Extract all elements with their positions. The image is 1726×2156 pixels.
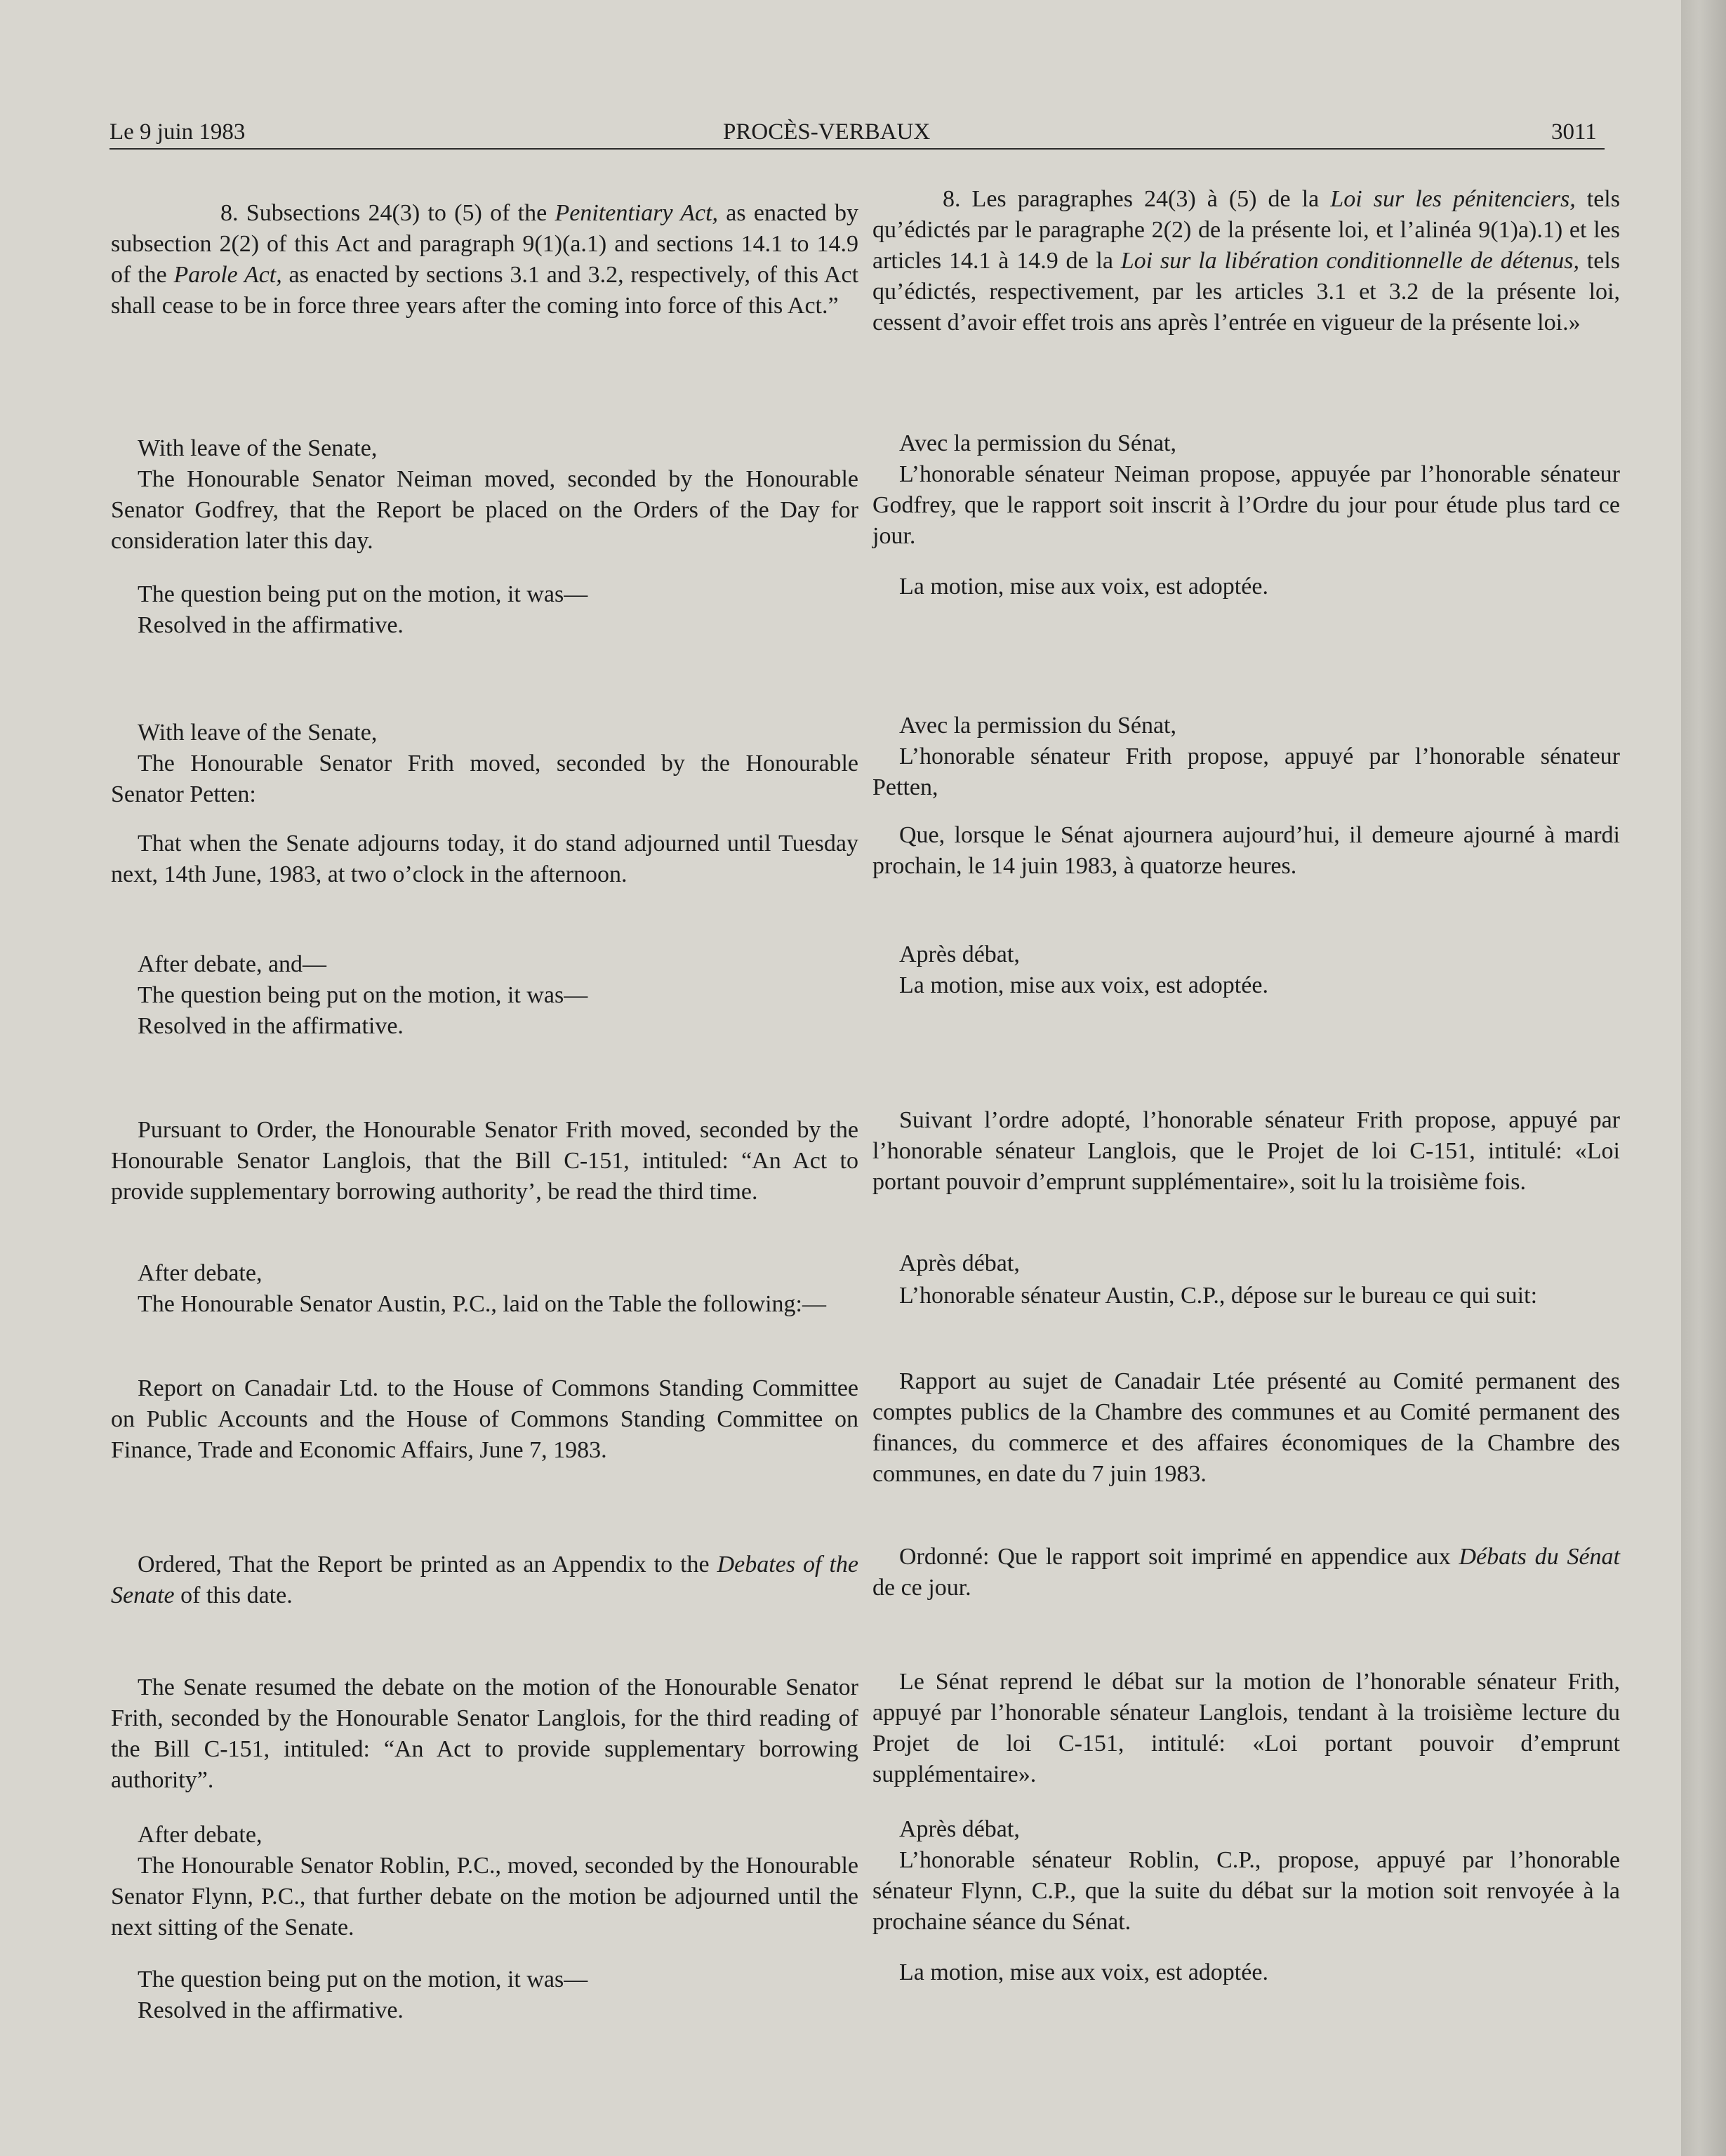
en-roblin	[111, 1820, 858, 1943]
fr-adopted-line: La motion, mise aux voix, est adoptée.	[899, 1959, 1268, 1985]
fr-resolution-1	[872, 571, 1620, 602]
fr-entry-frith	[872, 710, 1620, 803]
en-act-name: Penitentiary Act,	[555, 200, 719, 226]
en-text: Ordered, That the Report be printed as an Appendix to the	[138, 1552, 717, 1578]
fr-austin	[872, 1281, 1620, 1311]
en-entry-frith	[111, 717, 858, 810]
fr-leave-line: Avec la permission du Sénat,	[899, 430, 1177, 456]
en-report-canadair	[111, 1373, 858, 1466]
fr-austin-text: L’honorable sénateur Austin, C.P., dépose sur le bureau ce qui suit:	[899, 1283, 1538, 1309]
en-entry-resolution-2	[111, 949, 858, 1042]
fr-resumed-text: Le Sénat reprend le débat sur la motion de l’honorable sénateur Frith, appuyé par l’honorable sénateur Langlois, tendant à la troisième lecture du Projet de loi C-151, intitulé: «Loi portant pouvoir d’emprunt supplémentaire».	[872, 1669, 1620, 1787]
fr-act-name: Loi sur les pénitenciers,	[1330, 186, 1576, 212]
en-act-name: Parole Act,	[173, 262, 282, 288]
en-entry-neiman	[111, 433, 858, 557]
fr-resolution-2	[872, 939, 1620, 1001]
fr-adopted-line: La motion, mise aux voix, est adoptée.	[899, 972, 1268, 998]
en-after-debate-2	[111, 1258, 858, 1289]
en-entry-resolution-1	[111, 579, 858, 641]
en-text: as enacted by subsection 2(2) of this Act and paragraph 9(1)(a.1) and sections 14.1 to 14.9 of the	[111, 200, 858, 288]
en-resumed-debate	[111, 1672, 858, 1796]
en-section-8	[111, 198, 858, 322]
fr-neiman-motion: L’honorable sénateur Neiman propose, appuyée par l’honorable sénateur Godfrey, que le rapport soit inscrit à l’Ordre du jour pour étude plus tard ce jour.	[872, 461, 1620, 549]
fr-ordered	[872, 1542, 1620, 1603]
fr-adopted-line: La motion, mise aux voix, est adoptée.	[899, 574, 1268, 600]
en-section-8-text	[111, 198, 858, 322]
en-bill-c151	[111, 1115, 858, 1208]
fr-after-debate: Après débat,	[899, 1250, 1020, 1276]
en-roblin-motion: The Honourable Senator Roblin, P.C., moved, seconded by the Honourable Senator Flynn, P.C., that further debate on the motion be adjourned until the next sitting of the Senate.	[111, 1853, 858, 1940]
fr-bill-c151	[872, 1105, 1620, 1198]
page-edge	[1681, 0, 1726, 2156]
fr-roblin	[872, 1814, 1620, 1938]
en-ordered	[111, 1549, 858, 1611]
fr-report-text: Rapport au sujet de Canadair Ltée présenté au Comité permanent des comptes publics de la Chambre des communes et au Comité permanent des finances, du commerce et des affaires économiques de la Chambre des communes, en date du 7 juin 1983.	[872, 1368, 1620, 1487]
en-ordered-text	[111, 1549, 858, 1611]
fr-text: tels qu’édictés par le paragraphe 2(2) de la présente loi, et l’alinéa 9(1)a).1) et les articles 14.1 à 14.9 de la	[872, 186, 1620, 274]
en-entry-resolution-3	[111, 1964, 858, 2026]
en-text: of this date.	[174, 1582, 293, 1608]
fr-after-debate: Après débat,	[899, 941, 1020, 967]
fr-ordered-text	[872, 1542, 1620, 1603]
en-text: as enacted by sections 3.1 and 3.2, respectively, of this Act shall cease to be in force three years after the coming into force of this Act.”	[111, 262, 859, 319]
page-number: 3011	[1551, 119, 1597, 145]
header-title: PROCÈS-VERBAUX	[723, 119, 931, 145]
en-leave-line: With leave of the Senate,	[138, 435, 378, 461]
fr-leave-line: Avec la permission du Sénat,	[899, 713, 1177, 739]
en-adjournment-text: That when the Senate adjourns today, it do stand adjourned until Tuesday next, 14th June, 1983, at two o’clock in the afternoon.	[111, 831, 858, 887]
fr-text: tels qu’édictés, respectivement, par les articles 3.1 et 3.2 de la présente loi, cessent d’avoir effet trois ans après l’entrée en vigueur de la présente loi.»	[872, 248, 1620, 336]
fr-text: Ordonné: Que le rapport soit imprimé en appendice aux	[899, 1544, 1459, 1570]
en-frith-motion: The Honourable Senator Frith moved, seconded by the Honourable Senator Petten:	[111, 750, 858, 807]
en-resolved-line: Resolved in the affirmative.	[138, 1013, 404, 1039]
en-resumed-text: The Senate resumed the debate on the motion of the Honourable Senator Frith, seconded by the Honourable Senator Langlois, for the third reading of the Bill C-151, intituled: “An Act to provide supplementary borrowing authority”.	[111, 1674, 858, 1793]
en-question-line: The question being put on the motion, it was—	[138, 581, 588, 607]
fr-debates-title: Débats du Sénat	[1459, 1544, 1621, 1570]
fr-text: de ce jour.	[872, 1575, 971, 1601]
fr-bill-c151-text: Suivant l’ordre adopté, l’honorable sénateur Frith propose, appuyé par l’honorable sénateur Langlois, que le Projet de loi C-151, intitulé: «Loi portant pouvoir d’emprunt supplémentaire», soit lu la troisième fois.	[872, 1107, 1620, 1195]
en-debates-title: Debates of the Senate	[111, 1552, 858, 1608]
en-neiman-motion: The Honourable Senator Neiman moved, seconded by the Honourable Senator Godfrey, that the Report be placed on the Orders of the Day for consideration later this day.	[111, 466, 858, 554]
en-after-debate: After debate,	[138, 1260, 263, 1286]
fr-frith-motion: L’honorable sénateur Frith propose, appuyé par l’honorable sénateur Petten,	[872, 743, 1620, 800]
fr-after-debate: Après débat,	[899, 1816, 1020, 1842]
fr-text: 8. Les paragraphes 24(3) à (5) de la	[943, 186, 1331, 212]
en-question-line: The question being put on the motion, it was—	[138, 1966, 588, 1992]
fr-adjournment	[872, 820, 1620, 882]
fr-entry-neiman	[872, 428, 1620, 552]
en-bill-c151-text: Pursuant to Order, the Honourable Senator Frith moved, seconded by the Honourable Senator Langlois, that the Bill C-151, intituled: “An Act to provide supplementary borrowing authority’, be read the third time.	[111, 1117, 858, 1205]
en-after-debate: After debate,	[138, 1822, 263, 1848]
en-resolved-line: Resolved in the affirmative.	[138, 1997, 404, 2023]
en-report-text: Report on Canadair Ltd. to the House of Commons Standing Committee on Public Accounts and the House of Commons Standing Committee on Finance, Trade and Economic Affairs, June 7, 1983.	[111, 1375, 858, 1463]
en-text: 8. Subsections 24(3) to (5) of the	[220, 200, 555, 226]
header-rule	[109, 148, 1605, 150]
en-austin	[111, 1289, 858, 1320]
fr-adjournment-text: Que, lorsque le Sénat ajournera aujourd’hui, il demeure ajourné à mardi prochain, le 14 juin 1983, à quatorze heures.	[872, 822, 1620, 879]
en-resolved-line: Resolved in the affirmative.	[138, 612, 404, 638]
fr-resumed-debate	[872, 1667, 1620, 1790]
en-adjournment	[111, 828, 858, 890]
fr-report-canadair	[872, 1366, 1620, 1490]
fr-act-name: Loi sur la libération conditionnelle de détenus,	[1120, 248, 1579, 274]
fr-section-8-text	[872, 184, 1620, 338]
en-austin-text: The Honourable Senator Austin, P.C., laid on the Table the following:—	[138, 1291, 826, 1317]
fr-section-8	[872, 184, 1620, 338]
en-leave-line: With leave of the Senate,	[138, 720, 378, 746]
en-after-debate: After debate, and—	[138, 951, 327, 977]
fr-roblin-motion: L’honorable sénateur Roblin, C.P., propose, appuyé par l’honorable sénateur Flynn, C.P., que la suite du débat sur la motion soit renvoyée à la prochaine séance du Sénat.	[872, 1847, 1620, 1935]
en-question-line: The question being put on the motion, it was—	[138, 982, 588, 1008]
header-date: Le 9 juin 1983	[109, 119, 246, 145]
fr-resolution-3	[872, 1957, 1620, 1988]
fr-after-debate-2	[872, 1248, 1620, 1279]
